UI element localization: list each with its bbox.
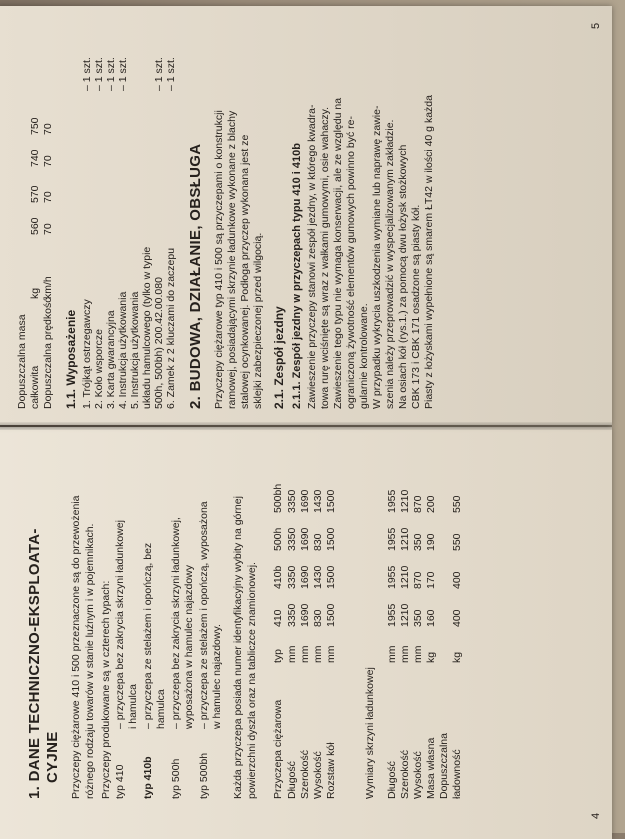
spec-table-row-cell: 1690: [299, 489, 311, 513]
equipment-qty: – 1 szt.: [117, 57, 129, 91]
body-line: Na osiach kół (rys.1.) za pomocą dwu łożysk stożkowych: [397, 144, 409, 409]
type-description: – przyczepa bez zakrycia skrzyni ładunkowej,: [170, 517, 182, 729]
cargo-table-row-cell: 1210: [399, 527, 411, 551]
body-line: CBK 173 i CBK 171 osadzone są piasty kół.: [410, 204, 422, 409]
section-2-line: Przyczepy ciężarowe typ 410 i 500 są przyczepami o konstrukcji: [213, 110, 225, 409]
cargo-table-row-cell: 200: [425, 495, 437, 513]
spec-table-row-cell: mm: [286, 645, 298, 663]
mass-row-cell: 70: [42, 155, 54, 167]
cargo-box-title: Wymiary skrzyni ładunkowej: [364, 667, 376, 799]
spec-table-row-cell: 1500: [325, 565, 337, 589]
equipment-item: 2. Koło wsporcze: [93, 329, 105, 409]
spec-table-header-cell: 500h: [272, 527, 284, 551]
cargo-table-row-cell: mm: [386, 645, 398, 663]
mass-row-cell: 560: [29, 217, 41, 235]
equipment-item: 6. Zamek z 2 kluczami do zaczepu: [165, 247, 177, 409]
cargo-table-row-cell: 1210: [399, 489, 411, 513]
subsection-title: 2.1. Zespół jezdny: [272, 306, 286, 409]
cargo-table-row-cell: 1210: [399, 603, 411, 627]
mass-row-cell: 70: [42, 223, 54, 235]
spec-table-row-cell: 1500: [325, 527, 337, 551]
cargo-table-row-cell: Wysokość: [412, 751, 424, 799]
cargo-table-row-cell: 550: [451, 533, 463, 551]
page-number-right: 5: [590, 22, 602, 29]
mass-row-cell: Dopuszczalna prędkość: [42, 297, 54, 409]
spec-table-row-cell: 3350: [286, 603, 298, 627]
equipment-item: 3. Karta gwarancyjna: [105, 310, 117, 409]
section-1-title-cont: CYJNE: [44, 731, 61, 783]
section-2-title: 2. BUDOWA, DZIAŁANIE, OBSŁUGA: [187, 143, 204, 409]
spec-table-row-cell: 1690: [299, 565, 311, 589]
open-booklet: [0, 6, 612, 839]
spec-table-row-cell: 3350: [286, 565, 298, 589]
cargo-table-row-cell: 1955: [386, 603, 398, 627]
mass-row-cell: 740: [29, 149, 41, 167]
section-2-line: stalowej ocynkowanej. Podłoga przyczep wykonana jest ze: [239, 134, 251, 409]
spec-table-row-cell: mm: [299, 645, 311, 663]
equipment-title: 1.1. Wyposażenie: [64, 309, 78, 409]
cargo-table-row-cell: 870: [412, 571, 424, 589]
page-number-left: 4: [590, 812, 602, 819]
type-description: w hamulec najazdowy.: [211, 624, 223, 729]
spec-table-row-cell: mm: [325, 645, 337, 663]
mass-row-cell: 70: [42, 123, 54, 135]
page-fold: [0, 422, 612, 430]
section-1-title: 1. DANE TECHNICZNO-EKSPLOATA-: [26, 528, 43, 799]
spec-table-row-cell: Wysokość: [312, 751, 324, 799]
cargo-table-row-cell: ładowność: [451, 749, 463, 799]
mass-row-cell: 70: [42, 191, 54, 203]
spec-table-row-cell: 1500: [325, 489, 337, 513]
cargo-table-row-cell: Szerokość: [399, 749, 411, 799]
body-line: towa rurę wciśnięte są wraz z wałkami gumowymi, osie wahaczy.: [319, 106, 331, 409]
body-line: Zawieszenie tego typu nie wymaga konserwacji, ale ze względu na: [332, 97, 344, 409]
spec-table-header-cell: 410: [272, 609, 284, 627]
mass-row-cell: Dopuszczalna masa: [16, 314, 28, 409]
spec-table-row-cell: 3350: [286, 527, 298, 551]
body-line: gularnie kontrolowane.: [358, 303, 370, 409]
spec-table-row-cell: Długość: [286, 761, 298, 799]
cargo-table-row-cell: 1955: [386, 489, 398, 513]
spec-table-row-cell: 3350: [286, 489, 298, 513]
cargo-table-row-cell: 1955: [386, 527, 398, 551]
equipment-qty: – 1 szt.: [81, 57, 93, 91]
mass-row-cell: całkowita: [29, 365, 41, 409]
cargo-table-row-cell: Dopuszczalna: [438, 733, 450, 799]
spec-table-header-cell: 410b: [272, 565, 284, 589]
type-code: typ 500bh: [198, 752, 210, 799]
body-line: W przypadku wykrycia uszkodzenia wymiane lub naprawę zawie-: [371, 105, 383, 409]
section-2-line: sklejki zabezpieczonej przed wilgocią.: [252, 232, 264, 409]
cargo-table-row-cell: 400: [451, 609, 463, 627]
type-code: typ 410b: [142, 756, 154, 799]
spec-table-row-cell: Rozstaw kół: [325, 742, 337, 799]
type-description: – przyczepa ze stelażem i opończą, wyposażona: [198, 501, 210, 729]
type-code: typ 410: [114, 764, 126, 799]
equipment-item: 5. Instrukcja użytkowania: [129, 291, 141, 409]
equipment-item: układu hamulcowego (tylko w typie: [141, 246, 153, 409]
cargo-table-row-cell: 160: [425, 609, 437, 627]
mass-row-cell: kg: [29, 287, 41, 299]
type-description: hamulca: [155, 689, 167, 729]
body-line: Piasty z łożyskami wypełnione są smarem ŁT42 w ilości 40 g każda: [423, 95, 435, 409]
cargo-table-row-cell: 400: [451, 571, 463, 589]
cargo-table-row-cell: Masa własna: [425, 737, 437, 799]
spec-table-row-cell: 830: [312, 609, 324, 627]
mass-row-cell: km/h: [42, 276, 54, 299]
spec-table-row-cell: 1500: [325, 603, 337, 627]
equipment-qty: – 1 szt.: [93, 57, 105, 91]
spec-table-row-cell: 1430: [312, 489, 324, 513]
body-line: szenia należy przeprowadzić w wyspecjalizowanym zakładzie.: [384, 119, 396, 409]
identification-note: powierzchni dyszla oraz na tabliczce znamionowej.: [246, 562, 258, 799]
cargo-table-row-cell: 1210: [399, 565, 411, 589]
body-line: ograniczoną żywotność elementów gumowych powinno być re-: [345, 116, 357, 409]
equipment-item: 4. Instrukcja użytkowania: [117, 291, 129, 409]
cargo-table-row-cell: 190: [425, 533, 437, 551]
mass-row-cell: 570: [29, 185, 41, 203]
type-description: i hamulca: [127, 684, 139, 729]
cargo-table-row-cell: 170: [425, 571, 437, 589]
type-code: typ 500h: [170, 758, 182, 799]
spec-table-row-cell: 1690: [299, 527, 311, 551]
spec-table-row-cell: 830: [312, 533, 324, 551]
cargo-table-row-cell: kg: [451, 651, 463, 663]
type-description: – przyczepa bez zakrycia skrzyni ładunkowej: [114, 520, 126, 729]
equipment-qty: – 1 szt.: [153, 57, 165, 91]
type-description: wyposażona w hamulec najazdowy: [183, 564, 195, 729]
spec-table-row-cell: 1430: [312, 565, 324, 589]
type-description: – przyczepa ze stelażem i opończą, bez: [142, 542, 154, 729]
cargo-table-row-cell: Długość: [386, 761, 398, 799]
cargo-table-row-cell: 870: [412, 495, 424, 513]
cargo-table-row-cell: mm: [399, 645, 411, 663]
equipment-qty: – 1 szt.: [165, 57, 177, 91]
mass-row-cell: 750: [29, 117, 41, 135]
cargo-table-row-cell: 350: [412, 533, 424, 551]
section-2-line: ramowej, posiadającymi skrzynie ładunkowe wykonane z blachy: [226, 110, 238, 409]
spec-table-row-cell: Szerokość: [299, 749, 311, 799]
types-intro: Przyczepy produkowane są w czterech typach:: [100, 580, 112, 799]
equipment-item: 1. Trójkąt ostrzegawczy: [81, 299, 93, 409]
spec-table-row-cell: 1690: [299, 603, 311, 627]
cargo-table-row-cell: 1955: [386, 565, 398, 589]
cargo-table-row-cell: kg: [425, 651, 437, 663]
spec-table-row-cell: mm: [312, 645, 324, 663]
body-line: Zawieszenie przyczepy stanowi zespół jezdny, w którego kwadra-: [306, 104, 318, 409]
intro-line: Przyczepy ciężarowe 410 i 500 przeznaczone są do przewożenia: [70, 495, 82, 799]
spec-table-header-cell: typ: [272, 648, 284, 663]
cargo-table-row-cell: 350: [412, 609, 424, 627]
spec-table-header-cell: Przyczepa ciężarowa: [272, 699, 284, 799]
equipment-qty: – 1 szt.: [105, 57, 117, 91]
identification-note: Każda przyczepa posiada numer identyfikacyjny wybity na górnej: [232, 496, 244, 799]
equipment-item: 500h, 500bh) 200.42.00.080: [153, 277, 165, 409]
cargo-table-row-cell: 550: [451, 495, 463, 513]
intro-line: różnego rodzaju towarów w stanie luźnym i w pojemnikach.: [84, 523, 96, 799]
spec-table-header-cell: 500bh: [272, 483, 284, 513]
cargo-table-row-cell: mm: [412, 645, 424, 663]
subsubsection-title: 2.1.1. Zespół jezdny w przyczepach typu 410 i 410b: [291, 143, 303, 409]
